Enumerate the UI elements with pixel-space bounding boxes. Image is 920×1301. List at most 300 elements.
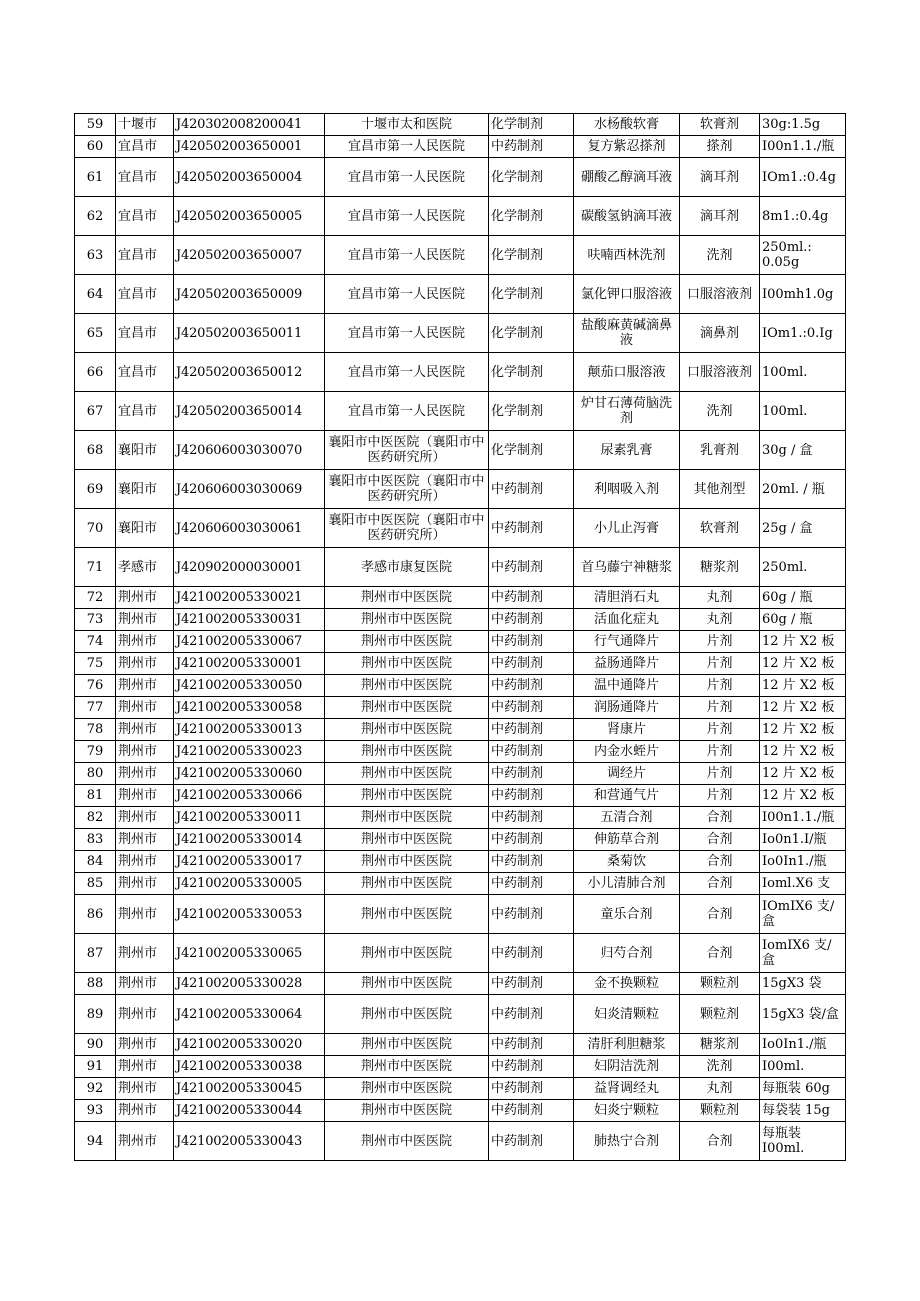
row-number: 61 [75,158,116,197]
table-row [75,1100,846,1122]
dosage-form-cell: 滴鼻剂 [680,314,760,353]
preparation-name-cell: 碳酸氢钠滴耳液 [574,197,680,236]
city-cell: 荆州市 [116,675,174,697]
specification-cell: 250ml.: 0.05g [760,236,846,275]
specification-cell: 8m1.:0.4g [760,197,846,236]
category-cell: 化学制剂 [489,275,574,314]
category-cell: 化学制剂 [489,197,574,236]
approval-code-cell: J420502003650007 [174,236,325,275]
hospital-cell: 荆州市中医医院 [325,1122,489,1161]
hospital-cell: 荆州市中医医院 [325,763,489,785]
hospital-cell: 荆州市中医医院 [325,1056,489,1078]
dosage-form-cell: 洗剂 [680,236,760,275]
approval-code-cell: J421002005330021 [174,587,325,609]
table-row [75,392,846,431]
specification-cell: 12 片 X2 板 [760,785,846,807]
city-cell: 宜昌市 [116,197,174,236]
approval-code-cell: J421002005330031 [174,609,325,631]
row-number: 72 [75,587,116,609]
city-cell: 荆州市 [116,934,174,973]
city-cell: 荆州市 [116,587,174,609]
hospital-cell: 荆州市中医医院 [325,895,489,934]
preparation-name-cell: 妇炎宁颗粒 [574,1100,680,1122]
dosage-form-cell: 片剂 [680,785,760,807]
category-cell: 中药制剂 [489,653,574,675]
city-cell: 荆州市 [116,829,174,851]
table-row [75,873,846,895]
row-number: 69 [75,470,116,509]
city-cell: 荆州市 [116,873,174,895]
hospital-cell: 宜昌市第一人民医院 [325,275,489,314]
specification-cell: 30g / 盒 [760,431,846,470]
approval-code-cell: J420902000030001 [174,548,325,587]
row-number: 63 [75,236,116,275]
specification-cell: Io0In1./瓶 [760,851,846,873]
approval-code-cell: J421002005330014 [174,829,325,851]
hospital-cell: 荆州市中医医院 [325,609,489,631]
hospital-cell: 襄阳市中医医院（襄阳市中医药研究所） [325,431,489,470]
dosage-form-cell: 片剂 [680,697,760,719]
table-row [75,1056,846,1078]
dosage-form-cell: 片剂 [680,741,760,763]
category-cell: 中药制剂 [489,873,574,895]
hospital-cell: 荆州市中医医院 [325,851,489,873]
preparation-name-cell: 肾康片 [574,719,680,741]
preparation-name-cell: 和营通气片 [574,785,680,807]
approval-code-cell: J421002005330043 [174,1122,325,1161]
row-number: 87 [75,934,116,973]
category-cell: 化学制剂 [489,236,574,275]
dosage-form-cell: 片剂 [680,653,760,675]
category-cell: 中药制剂 [489,509,574,548]
approval-code-cell: J421002005330045 [174,1078,325,1100]
specification-cell: I00mh1.0g [760,275,846,314]
approval-code-cell: J420502003650012 [174,353,325,392]
hospital-cell: 荆州市中医医院 [325,785,489,807]
table-row [75,314,846,353]
preparation-name-cell: 益肠通降片 [574,653,680,675]
city-cell: 荆州市 [116,973,174,995]
category-cell: 中药制剂 [489,785,574,807]
city-cell: 襄阳市 [116,431,174,470]
preparation-name-cell: 伸筋草合剂 [574,829,680,851]
specification-cell: 12 片 X2 板 [760,719,846,741]
category-cell: 中药制剂 [489,587,574,609]
category-cell: 中药制剂 [489,973,574,995]
dosage-form-cell: 颗粒剂 [680,973,760,995]
category-cell: 化学制剂 [489,431,574,470]
category-cell: 中药制剂 [489,1078,574,1100]
category-cell: 中药制剂 [489,675,574,697]
specification-cell: 12 片 X2 板 [760,741,846,763]
city-cell: 宜昌市 [116,314,174,353]
city-cell: 荆州市 [116,763,174,785]
approval-code-cell: J421002005330017 [174,851,325,873]
table-row [75,158,846,197]
row-number: 93 [75,1100,116,1122]
specification-cell: 12 片 X2 板 [760,697,846,719]
city-cell: 荆州市 [116,697,174,719]
hospital-cell: 荆州市中医医院 [325,995,489,1034]
preparation-name-cell: 妇炎清颗粒 [574,995,680,1034]
hospital-cell: 荆州市中医医院 [325,653,489,675]
hospital-cell: 荆州市中医医院 [325,587,489,609]
approval-code-cell: J421002005330044 [174,1100,325,1122]
approval-code-cell: J421002005330064 [174,995,325,1034]
category-cell: 化学制剂 [489,353,574,392]
hospital-cell: 荆州市中医医院 [325,934,489,973]
table-row [75,829,846,851]
table-row [75,509,846,548]
preparation-name-cell: 首乌藤宁神糖浆 [574,548,680,587]
table-row [75,631,846,653]
approval-code-cell: J421002005330001 [174,653,325,675]
hospital-cell: 荆州市中医医院 [325,1100,489,1122]
category-cell: 中药制剂 [489,719,574,741]
hospital-cell: 宜昌市第一人民医院 [325,236,489,275]
specification-cell: 60g / 瓶 [760,587,846,609]
approval-code-cell: J421002005330013 [174,719,325,741]
approval-code-cell: J421002005330020 [174,1034,325,1056]
hospital-cell: 荆州市中医医院 [325,675,489,697]
city-cell: 宜昌市 [116,136,174,158]
row-number: 73 [75,609,116,631]
city-cell: 荆州市 [116,995,174,1034]
row-number: 88 [75,973,116,995]
dosage-form-cell: 丸剂 [680,587,760,609]
dosage-form-cell: 搽剂 [680,136,760,158]
city-cell: 孝感市 [116,548,174,587]
table-body [75,114,846,1161]
category-cell: 中药制剂 [489,631,574,653]
category-cell: 中药制剂 [489,136,574,158]
preparation-name-cell: 肺热宁合剂 [574,1122,680,1161]
row-number: 64 [75,275,116,314]
specification-cell: IomIX6 支/盒 [760,934,846,973]
city-cell: 荆州市 [116,631,174,653]
row-number: 89 [75,995,116,1034]
city-cell: 荆州市 [116,741,174,763]
specification-cell: 15gX3 袋/盒 [760,995,846,1034]
city-cell: 荆州市 [116,653,174,675]
row-number: 71 [75,548,116,587]
category-cell: 化学制剂 [489,392,574,431]
approval-code-cell: J421002005330023 [174,741,325,763]
hospital-cell: 荆州市中医医院 [325,741,489,763]
table-row [75,973,846,995]
hospital-cell: 襄阳市中医医院（襄阳市中医药研究所） [325,509,489,548]
preparation-name-cell: 调经片 [574,763,680,785]
dosage-form-cell: 丸剂 [680,1078,760,1100]
city-cell: 十堰市 [116,114,174,136]
dosage-form-cell: 片剂 [680,719,760,741]
table-row [75,114,846,136]
specification-cell: Ioml.X6 支 [760,873,846,895]
specification-cell: I00n1.1./瓶 [760,136,846,158]
city-cell: 荆州市 [116,1056,174,1078]
approval-code-cell: J421002005330050 [174,675,325,697]
row-number: 76 [75,675,116,697]
table-row [75,1078,846,1100]
specification-cell: IOmIX6 支/盒 [760,895,846,934]
row-number: 84 [75,851,116,873]
hospital-cell: 荆州市中医医院 [325,631,489,653]
preparation-name-cell: 归芍合剂 [574,934,680,973]
hospital-cell: 荆州市中医医院 [325,807,489,829]
dosage-form-cell: 乳膏剂 [680,431,760,470]
approval-code-cell: J420606003030069 [174,470,325,509]
preparation-name-cell: 童乐合剂 [574,895,680,934]
table-row [75,275,846,314]
city-cell: 襄阳市 [116,470,174,509]
hospital-cell: 十堰市太和医院 [325,114,489,136]
approval-code-cell: J420606003030070 [174,431,325,470]
approval-code-cell: J421002005330065 [174,934,325,973]
approval-code-cell: J420302008200041 [174,114,325,136]
row-number: 66 [75,353,116,392]
category-cell: 中药制剂 [489,609,574,631]
hospital-cell: 荆州市中医医院 [325,697,489,719]
city-cell: 荆州市 [116,895,174,934]
dosage-form-cell: 口服溶液剂 [680,353,760,392]
hospital-cell: 荆州市中医医院 [325,1034,489,1056]
row-number: 74 [75,631,116,653]
table-row [75,895,846,934]
row-number: 83 [75,829,116,851]
approval-code-cell: J420502003650005 [174,197,325,236]
approval-code-cell: J421002005330060 [174,763,325,785]
preparation-name-cell: 润肠通降片 [574,697,680,719]
approval-code-cell: J420502003650011 [174,314,325,353]
row-number: 82 [75,807,116,829]
specification-cell: 12 片 X2 板 [760,763,846,785]
table-row [75,719,846,741]
hospital-cell: 孝感市康复医院 [325,548,489,587]
hospital-cell: 宜昌市第一人民医院 [325,158,489,197]
dosage-form-cell: 滴耳剂 [680,158,760,197]
dosage-form-cell: 糖浆剂 [680,1034,760,1056]
approval-code-cell: J421002005330058 [174,697,325,719]
preparation-name-cell: 清胆消石丸 [574,587,680,609]
hospital-cell: 宜昌市第一人民医院 [325,197,489,236]
table-row [75,353,846,392]
dosage-form-cell: 合剂 [680,829,760,851]
specification-cell: 100ml. [760,353,846,392]
specification-cell: 100ml. [760,392,846,431]
hospital-cell: 宜昌市第一人民医院 [325,392,489,431]
city-cell: 荆州市 [116,1034,174,1056]
row-number: 67 [75,392,116,431]
city-cell: 宜昌市 [116,158,174,197]
city-cell: 荆州市 [116,1078,174,1100]
city-cell: 宜昌市 [116,353,174,392]
preparation-name-cell: 颠茄口服溶液 [574,353,680,392]
preparation-name-cell: 行气通降片 [574,631,680,653]
city-cell: 荆州市 [116,719,174,741]
row-number: 90 [75,1034,116,1056]
preparation-name-cell: 桑菊饮 [574,851,680,873]
specification-cell: 15gX3 袋 [760,973,846,995]
row-number: 92 [75,1078,116,1100]
specification-cell: IOm1.:0.Ig [760,314,846,353]
category-cell: 中药制剂 [489,697,574,719]
category-cell: 化学制剂 [489,158,574,197]
category-cell: 中药制剂 [489,548,574,587]
category-cell: 化学制剂 [489,114,574,136]
preparations-table [74,113,846,1161]
city-cell: 荆州市 [116,1122,174,1161]
preparation-name-cell: 小儿清肺合剂 [574,873,680,895]
category-cell: 化学制剂 [489,314,574,353]
specification-cell: Io0n1.I/瓶 [760,829,846,851]
table-row [75,1122,846,1161]
category-cell: 中药制剂 [489,934,574,973]
preparation-name-cell: 硼酸乙醇滴耳液 [574,158,680,197]
approval-code-cell: J420502003650014 [174,392,325,431]
table-row [75,697,846,719]
specification-cell: 每袋装 15g [760,1100,846,1122]
preparation-name-cell: 内金水蛭片 [574,741,680,763]
hospital-cell: 荆州市中医医院 [325,973,489,995]
preparation-name-cell: 水杨酸软膏 [574,114,680,136]
hospital-cell: 荆州市中医医院 [325,829,489,851]
row-number: 60 [75,136,116,158]
city-cell: 荆州市 [116,851,174,873]
approval-code-cell: J420502003650001 [174,136,325,158]
dosage-form-cell: 软膏剂 [680,114,760,136]
row-number: 85 [75,873,116,895]
category-cell: 中药制剂 [489,470,574,509]
row-number: 91 [75,1056,116,1078]
table-row [75,197,846,236]
category-cell: 中药制剂 [489,1034,574,1056]
dosage-form-cell: 合剂 [680,851,760,873]
preparation-name-cell: 复方紫忍搽剂 [574,136,680,158]
preparation-name-cell: 炉甘石薄荷脑洗剂 [574,392,680,431]
row-number: 79 [75,741,116,763]
preparation-name-cell: 温中通降片 [574,675,680,697]
table-row [75,851,846,873]
preparation-name-cell: 妇阴洁洗剂 [574,1056,680,1078]
approval-code-cell: J421002005330066 [174,785,325,807]
row-number: 75 [75,653,116,675]
dosage-form-cell: 合剂 [680,1122,760,1161]
dosage-form-cell: 合剂 [680,873,760,895]
approval-code-cell: J421002005330028 [174,973,325,995]
approval-code-cell: J420606003030061 [174,509,325,548]
city-cell: 荆州市 [116,1100,174,1122]
table-row [75,548,846,587]
category-cell: 中药制剂 [489,829,574,851]
preparation-name-cell: 呋喃西林洗剂 [574,236,680,275]
table-row [75,763,846,785]
specification-cell: 每瓶装 I00ml. [760,1122,846,1161]
specification-cell: I00n1.1./瓶 [760,807,846,829]
dosage-form-cell: 片剂 [680,631,760,653]
preparation-name-cell: 氯化钾口服溶液 [574,275,680,314]
specification-cell: 250ml. [760,548,846,587]
dosage-form-cell: 片剂 [680,763,760,785]
approval-code-cell: J420502003650004 [174,158,325,197]
specification-cell: 60g / 瓶 [760,609,846,631]
table-row [75,136,846,158]
preparation-name-cell: 小儿止泻膏 [574,509,680,548]
specification-cell: 12 片 X2 板 [760,675,846,697]
city-cell: 荆州市 [116,785,174,807]
specification-cell: Io0In1./瓶 [760,1034,846,1056]
row-number: 77 [75,697,116,719]
city-cell: 荆州市 [116,609,174,631]
preparation-name-cell: 尿素乳膏 [574,431,680,470]
category-cell: 中药制剂 [489,1056,574,1078]
preparation-name-cell: 利咽吸入剂 [574,470,680,509]
dosage-form-cell: 合剂 [680,895,760,934]
category-cell: 中药制剂 [489,895,574,934]
approval-code-cell: J421002005330005 [174,873,325,895]
table-row [75,785,846,807]
dosage-form-cell: 口服溶液剂 [680,275,760,314]
hospital-cell: 襄阳市中医医院（襄阳市中医药研究所） [325,470,489,509]
dosage-form-cell: 片剂 [680,675,760,697]
table-row [75,587,846,609]
row-number: 65 [75,314,116,353]
dosage-form-cell: 其他剂型 [680,470,760,509]
preparation-name-cell: 金不换颗粒 [574,973,680,995]
table-row [75,609,846,631]
row-number: 68 [75,431,116,470]
category-cell: 中药制剂 [489,851,574,873]
table-row [75,995,846,1034]
row-number: 80 [75,763,116,785]
table-row [75,236,846,275]
hospital-cell: 宜昌市第一人民医院 [325,314,489,353]
specification-cell: IOm1.:0.4g [760,158,846,197]
dosage-form-cell: 糖浆剂 [680,548,760,587]
table-row [75,1034,846,1056]
preparation-name-cell: 益肾调经丸 [574,1078,680,1100]
dosage-form-cell: 滴耳剂 [680,197,760,236]
hospital-cell: 荆州市中医医院 [325,1078,489,1100]
dosage-form-cell: 洗剂 [680,1056,760,1078]
hospital-cell: 宜昌市第一人民医院 [325,136,489,158]
specification-cell: I00ml. [760,1056,846,1078]
hospital-cell: 荆州市中医医院 [325,719,489,741]
approval-code-cell: J420502003650009 [174,275,325,314]
city-cell: 宜昌市 [116,275,174,314]
category-cell: 中药制剂 [489,741,574,763]
approval-code-cell: J421002005330011 [174,807,325,829]
dosage-form-cell: 合剂 [680,807,760,829]
table-row [75,675,846,697]
table-row [75,653,846,675]
preparation-name-cell: 盐酸麻黄碱滴鼻液 [574,314,680,353]
preparation-name-cell: 活血化症丸 [574,609,680,631]
dosage-form-cell: 软膏剂 [680,509,760,548]
specification-cell: 每瓶装 60g [760,1078,846,1100]
dosage-form-cell: 合剂 [680,934,760,973]
preparation-name-cell: 清肝利胆糖浆 [574,1034,680,1056]
specification-cell: 20ml. / 瓶 [760,470,846,509]
city-cell: 襄阳市 [116,509,174,548]
dosage-form-cell: 洗剂 [680,392,760,431]
dosage-form-cell: 颗粒剂 [680,1100,760,1122]
city-cell: 宜昌市 [116,236,174,275]
row-number: 94 [75,1122,116,1161]
row-number: 86 [75,895,116,934]
hospital-cell: 宜昌市第一人民医院 [325,353,489,392]
specification-cell: 12 片 X2 板 [760,653,846,675]
approval-code-cell: J421002005330067 [174,631,325,653]
